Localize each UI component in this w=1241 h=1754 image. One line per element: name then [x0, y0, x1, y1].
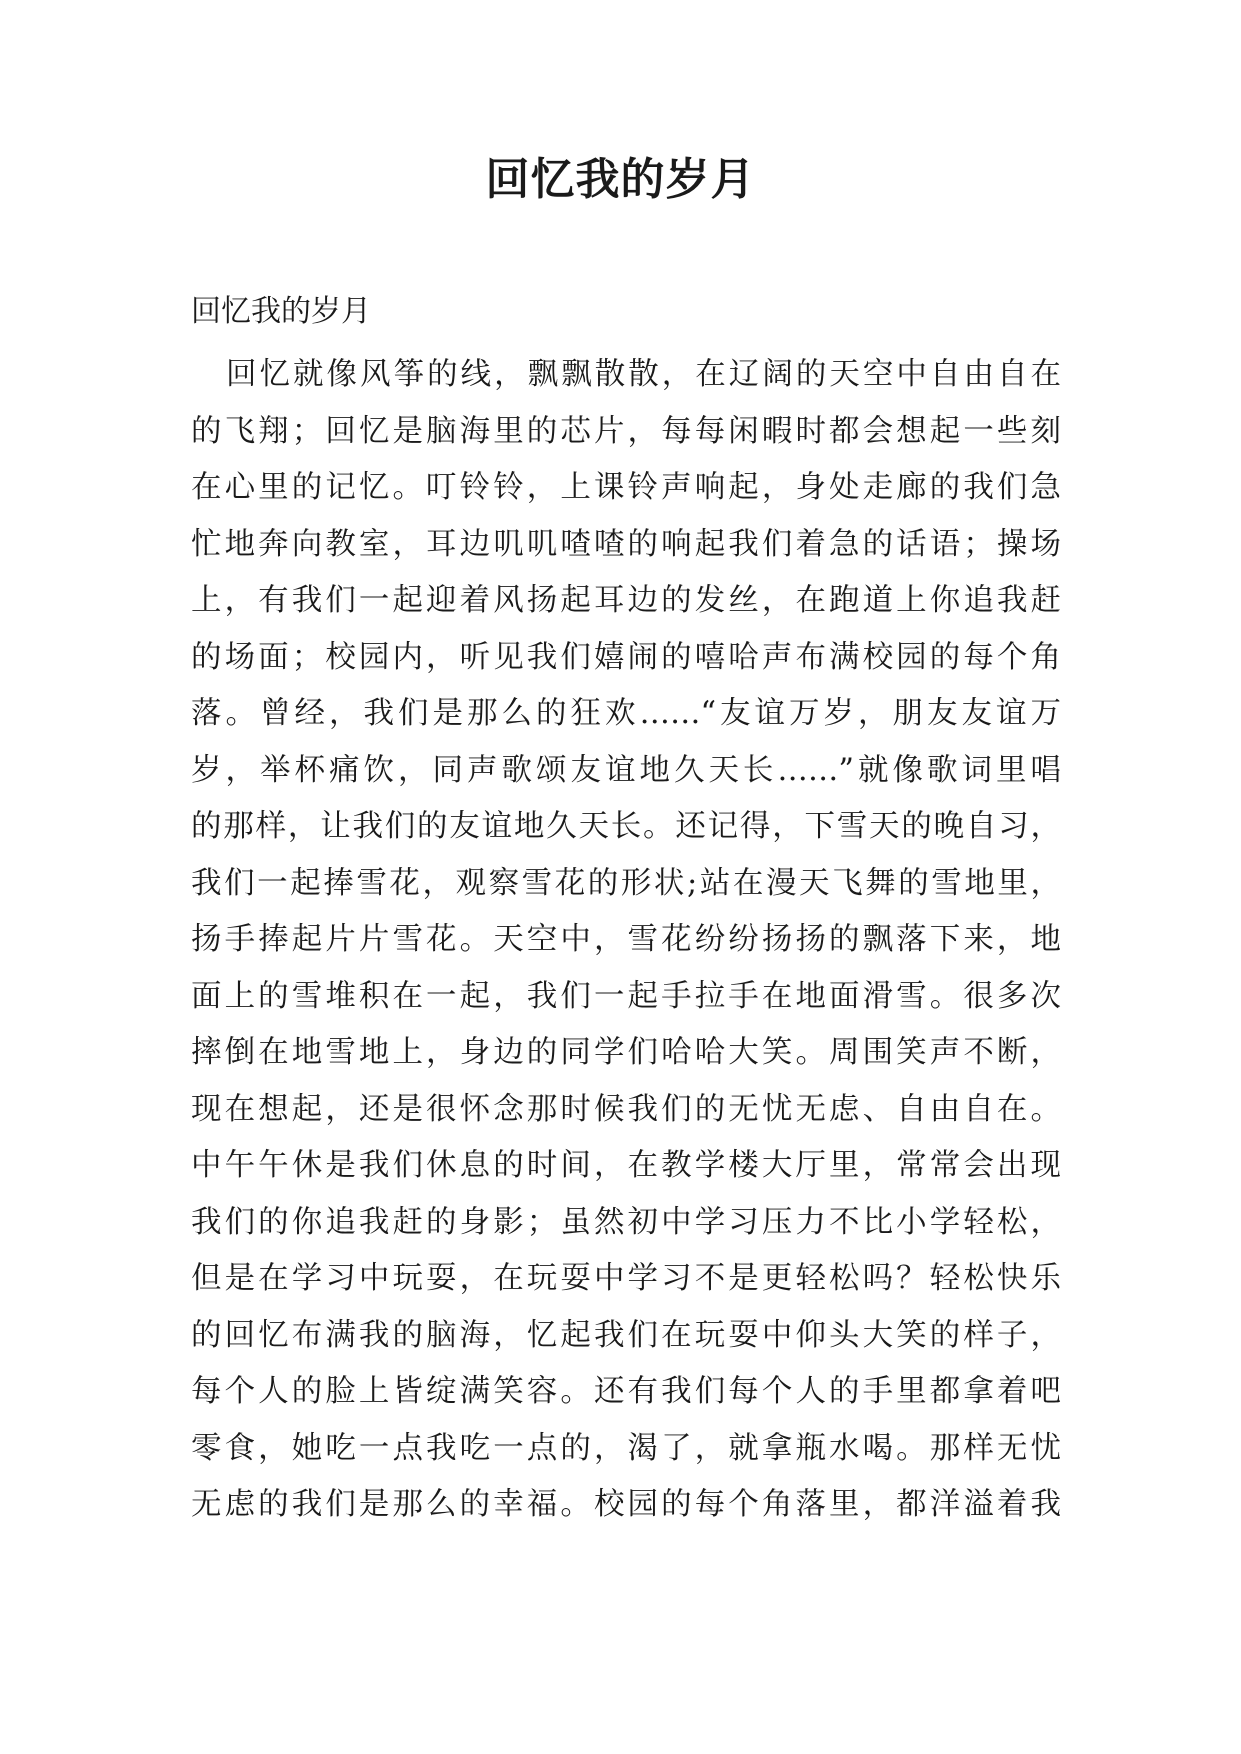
text-line: 落。曾经，我们是那么的狂欢……“友谊万岁，朋友友谊万 [191, 696, 1061, 731]
text-line: 上，有我们一起迎着风扬起耳边的发丝，在跑道上你追我赶 [191, 583, 1061, 618]
text-line: 的场面；校园内，听见我们嬉闹的嘻哈声布满校园的每个角 [191, 639, 1061, 675]
text-line: 的飞翔；回忆是脑海里的芯片，每每闲暇时都会想起一些刻 [191, 413, 1061, 449]
text-line: 的那样，让我们的友谊地久天长。还记得，下雪天的晚自习， [191, 809, 1061, 844]
text-line: 岁，举杯痛饮，同声歌颂友谊地久天长……”就像歌词里唱 [191, 752, 1061, 788]
body-text [191, 355, 1061, 1542]
document-title: 回忆我的岁月 [485, 154, 756, 205]
text-line: 我们一起捧雪花，观察雪花的形状;站在漫天飞舞的雪地里， [191, 865, 1061, 901]
text-line: 摔倒在地雪地上，身边的同学们哈哈大笑。周围笑声不断， [191, 1035, 1061, 1070]
text-line: 回忆就像风筝的线，飘飘散散，在辽阔的天空中自由自在 [226, 357, 1061, 392]
document-subtitle: 回忆我的岁月 [191, 294, 371, 329]
text-line: 每个人的脸上皆绽满笑容。还有我们每个人的手里都拿着吧 [191, 1374, 1061, 1409]
text-line: 但是在学习中玩耍，在玩耍中学习不是更轻松吗？轻松快乐 [191, 1261, 1061, 1296]
text-line: 面上的雪堆积在一起，我们一起手拉手在地面滑雪。很多次 [191, 978, 1061, 1014]
text-line: 现在想起，还是很怀念那时候我们的无忧无虑、自由自在。 [191, 1091, 1061, 1127]
text-line: 扬手捧起片片雪花。天空中，雪花纷纷扬扬的飘落下来，地 [191, 922, 1061, 957]
text-line: 中午午休是我们休息的时间，在教学楼大厅里，常常会出现 [191, 1148, 1061, 1183]
text-line: 忙地奔向教室，耳边叽叽喳喳的响起我们着急的话语；操场 [191, 526, 1061, 562]
text-line: 的回忆布满我的脑海，忆起我们在玩耍中仰头大笑的样子， [191, 1317, 1061, 1353]
text-line: 零食，她吃一点我吃一点的，渴了，就拿瓶水喝。那样无忧 [191, 1430, 1061, 1466]
text-line: 在心里的记忆。叮铃铃，上课铃声响起，身处走廊的我们急 [191, 470, 1061, 505]
text-line: 我们的你追我赶的身影；虽然初中学习压力不比小学轻松， [191, 1204, 1061, 1240]
text-line: 无虑的我们是那么的幸福。校园的每个角落里，都洋溢着我 [191, 1487, 1061, 1522]
